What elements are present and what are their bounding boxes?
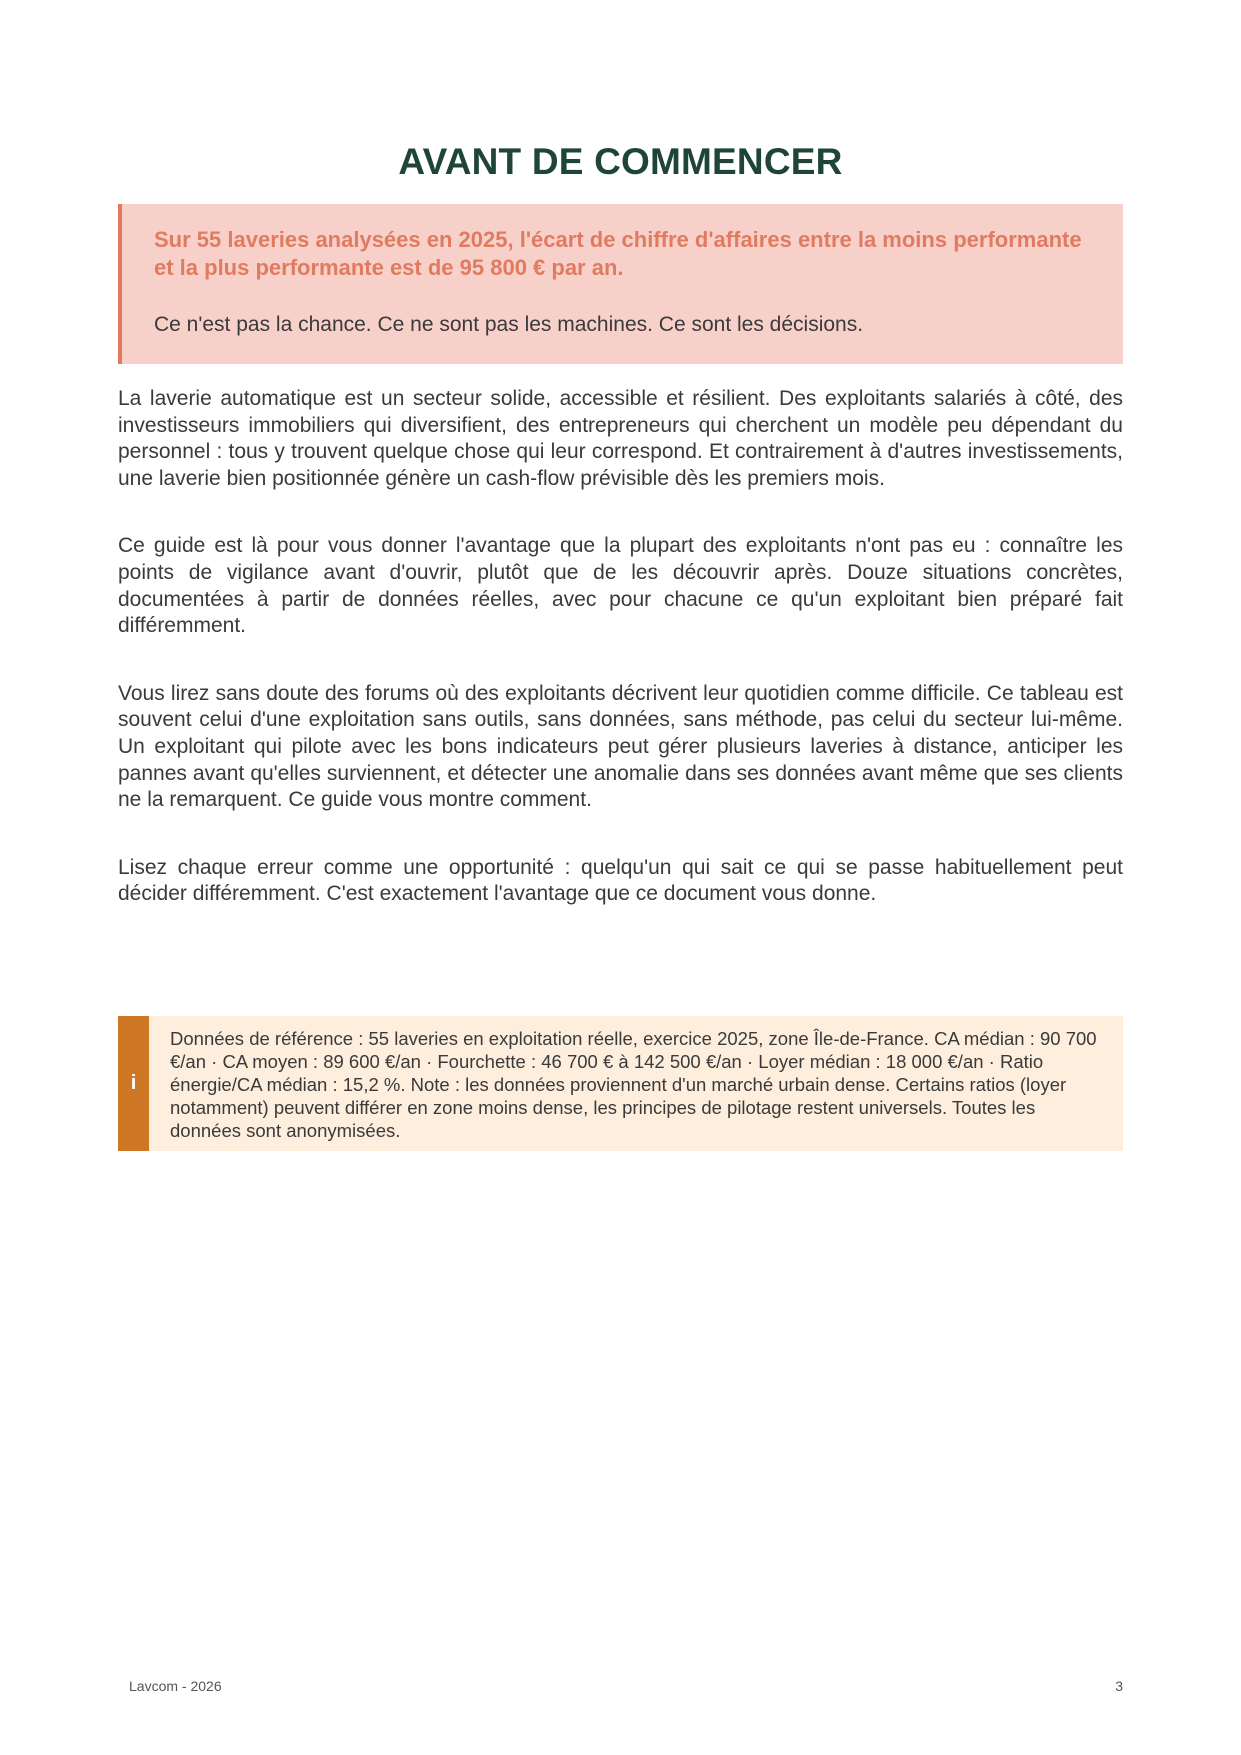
body-paragraph-2: Ce guide est là pour vous donner l'avantage que la plupart des exploitants n'ont pas eu : connaître les points de vigilance avant d'ouvrir, plutôt que de les découvrir après. Douze situations concrètes, documentées à partir de données réelles, avec pour chacune ce qu'un exploitant bien préparé fait différemment. [118, 534, 1123, 638]
info-note-text: Données de référence : 55 laveries en exploitation réelle, exercice 2025, zone Île-de-France. CA médian : 90 700 €/an · CA moyen : 89 600 €/an · Fourchette : 46 700 € à 142 500 €/an · Loyer médian : 18 000 €/an · Ratio énergie/CA médian : 15,2 %. Note : les données proviennent d'un marché urbain dense. Certains ratios (loyer notamment) peuvent différer en zone moins dense, les principes de pilotage restent universels. Toutes les données sont anonymisées. [170, 1028, 1097, 1141]
key-figure-callout [118, 204, 1123, 364]
info-bar [118, 1016, 149, 1151]
callout-headline: Sur 55 laveries analysées en 2025, l'écart de chiffre d'affaires entre la moins performante et la plus performante est de 95 800 € par an. [154, 227, 1082, 280]
body-paragraph-1: La laverie automatique est un secteur solide, accessible et résilient. Des exploitants salariés à côté, des investisseurs immobiliers qui diversifient, des entrepreneurs qui cherchent un modèle peu dépendant du personnel : tous y trouvent quelque chose qui leur correspond. Et contrairement à d'autres investissements, une laverie bien positionnée génère un cash-flow prévisible dès les premiers mois. [118, 387, 1123, 490]
footer-brand: Lavcom - 2026 [129, 1678, 222, 1694]
intro-body [118, 386, 1123, 949]
body-paragraph-4: Lisez chaque erreur comme une opportunité : quelqu'un qui sait ce qui se passe habituellement peut décider différemment. C'est exactement l'avantage que ce document vous donne. [118, 855, 1123, 906]
reference-data-note [118, 1016, 1123, 1151]
page-title: AVANT DE COMMENCER [398, 140, 843, 182]
body-paragraph-3: Vous lirez sans doute des forums où des exploitants décrivent leur quotidien comme difficile. Ce tableau est souvent celui d'une exploitation sans outils, sans données, sans méthode, pas celui du secteur lui-même. Un exploitant qui pilote avec les bons indicateurs peut gérer plusieurs laveries à distance, anticiper les pannes avant qu'elles surviennent, et détecter une anomalie dans ses données avant même que ses clients ne la remarquent. Ce guide vous montre comment. [118, 681, 1123, 812]
callout-tagline: Ce n'est pas la chance. Ce ne sont pas les machines. Ce sont les décisions. [154, 313, 864, 336]
info-icon: i [130, 1072, 137, 1094]
page-number: 3 [1115, 1678, 1123, 1694]
